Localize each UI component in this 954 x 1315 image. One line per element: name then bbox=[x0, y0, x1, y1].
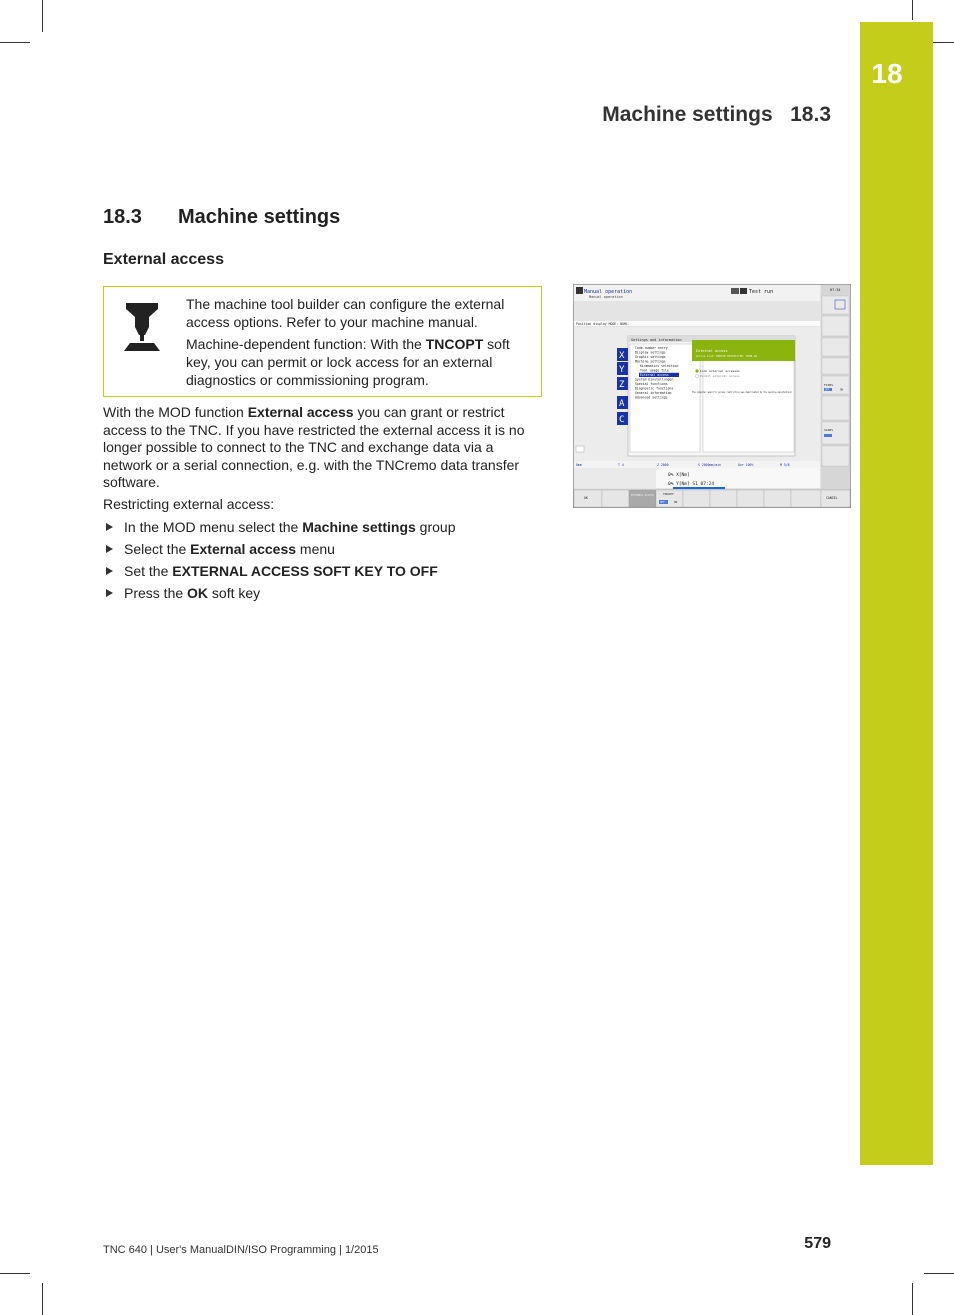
tree-item[interactable]: Graphic settings bbox=[635, 355, 666, 359]
side-softkey[interactable] bbox=[822, 358, 849, 374]
load-readout-x: 0% X[Nm] bbox=[668, 473, 690, 478]
page-number: 579 bbox=[804, 1235, 831, 1252]
section-number: 18.3 bbox=[103, 206, 142, 228]
side-softkey[interactable] bbox=[822, 446, 849, 466]
step-text: Select the bbox=[124, 541, 191, 557]
softkey[interactable] bbox=[602, 490, 629, 507]
tnc-screenshot bbox=[573, 284, 851, 508]
side-spindle-override: S100% bbox=[824, 428, 834, 432]
softkey-cancel-label: CANCEL bbox=[826, 496, 838, 500]
text-run: you can grant or restrict access to the TNC. If you have restricted the external access it is no longer possible to connect to the TNC and exchange data via a network or a serial connection, e.g. with the TNCremo data transfer software. bbox=[103, 404, 525, 490]
axis-a-label: A bbox=[619, 399, 625, 409]
body-text bbox=[103, 404, 533, 517]
tree-item-selected[interactable]: External access bbox=[640, 373, 669, 377]
side-softkey[interactable] bbox=[822, 396, 849, 420]
tree-item[interactable]: Kinematics selection bbox=[640, 364, 679, 368]
note-paragraph bbox=[186, 335, 531, 389]
section-heading bbox=[103, 206, 340, 229]
step-item bbox=[103, 584, 533, 606]
mode-title: Manual operation bbox=[584, 289, 633, 295]
status-value: 0mm bbox=[576, 463, 582, 467]
mode-icon bbox=[576, 287, 583, 294]
running-head: Machine settings 18.3 bbox=[602, 103, 831, 126]
panel-subtitle: Active kind: REMOTE RESTRICTED: KVMB-AB bbox=[696, 355, 757, 358]
softkey[interactable] bbox=[791, 490, 821, 507]
softkey-off-label: OFF bbox=[660, 501, 665, 505]
position-display-label: Position display MODE: NOML. bbox=[576, 322, 630, 326]
load-readout-y: 0% Y[Nm] S1 07:24 bbox=[668, 482, 715, 487]
step-list bbox=[103, 518, 533, 606]
chapter-number: 18 bbox=[871, 58, 903, 89]
option-permit[interactable]: Permit external access bbox=[700, 374, 740, 378]
note-text-run: Machine-dependent function: With the bbox=[186, 336, 426, 352]
step-text: Set the bbox=[124, 563, 173, 579]
status-value: Z 2000 bbox=[657, 463, 669, 467]
softkey-external-access-label: EXTERNAL ACCESS bbox=[631, 494, 655, 497]
tree-item[interactable]: Diagnostic functions bbox=[635, 386, 674, 391]
body-paragraph: Restricting external access: bbox=[103, 495, 275, 512]
step-text: Press the bbox=[124, 585, 188, 601]
panel-note: The computer-specific access restriction was deactivated by the machine manufacturer bbox=[692, 391, 824, 394]
chapter-tab bbox=[860, 22, 933, 1165]
tree-item[interactable]: Advanced settings bbox=[635, 395, 668, 400]
dialog-title: Settings and information bbox=[631, 338, 682, 342]
step-item bbox=[103, 540, 533, 562]
test-run-label: Test run bbox=[749, 289, 774, 295]
crop-mark bbox=[0, 42, 30, 43]
subsection-heading: External access bbox=[103, 251, 224, 268]
section-title: Machine settings bbox=[178, 206, 341, 228]
note-text bbox=[186, 295, 531, 393]
crop-mark bbox=[912, 0, 913, 20]
axis-x-label: X bbox=[619, 351, 625, 361]
step-item bbox=[103, 518, 533, 540]
softkey[interactable] bbox=[710, 490, 737, 507]
radio-lock[interactable] bbox=[695, 369, 698, 372]
note-paragraph: The machine tool builder can configure the external access options. Refer to your machine manual. bbox=[186, 296, 505, 330]
status-value: Ovr 100% bbox=[738, 463, 754, 467]
crop-mark bbox=[42, 0, 43, 32]
status-value: M 5/8 bbox=[780, 463, 790, 467]
softkey-ok[interactable] bbox=[574, 490, 602, 507]
function-name: External access bbox=[247, 404, 354, 420]
tree-item[interactable]: General information bbox=[635, 391, 672, 395]
crop-mark bbox=[924, 1273, 954, 1274]
step-text: menu bbox=[296, 541, 335, 557]
side-on-label: ON bbox=[840, 388, 843, 392]
arrow-icon bbox=[106, 545, 113, 553]
side-off-label: OFF bbox=[825, 388, 830, 392]
step-bold: External access bbox=[190, 541, 297, 557]
test-run-icon bbox=[731, 288, 739, 294]
step-item bbox=[103, 562, 533, 584]
step-text: In the MOD menu select the bbox=[124, 519, 303, 535]
step-text: soft key bbox=[208, 585, 261, 601]
status-icon bbox=[576, 446, 584, 452]
machine-tool-icon bbox=[122, 297, 162, 353]
arrow-icon bbox=[106, 567, 113, 575]
axis-c-label: C bbox=[619, 415, 625, 425]
side-softkey[interactable] bbox=[822, 422, 849, 444]
tree-item[interactable]: Machine settings bbox=[635, 359, 666, 364]
clock: 07:34 bbox=[830, 288, 841, 292]
tree-item[interactable]: Tool usage file bbox=[640, 368, 669, 373]
text-run: With the MOD function bbox=[103, 404, 248, 420]
step-bold: EXTERNAL ACCESS SOFT KEY TO OFF bbox=[172, 563, 438, 579]
note-text-run: soft key, you can permit or lock access for an external diagnostics or commissioning program. bbox=[186, 336, 510, 388]
status-value: T 4 bbox=[618, 463, 624, 467]
arrow-icon bbox=[106, 589, 113, 597]
mode-subtitle: Manual operation bbox=[589, 295, 623, 299]
softkey-name: TNCOPT bbox=[425, 336, 484, 352]
machine-note-box bbox=[103, 286, 542, 397]
crop-mark bbox=[912, 1283, 913, 1315]
step-text: group bbox=[415, 519, 456, 535]
softkey[interactable] bbox=[737, 490, 764, 507]
crop-mark bbox=[42, 1283, 43, 1315]
status-value: S 2000mm/min bbox=[698, 463, 722, 467]
panel-title: External access bbox=[696, 349, 728, 353]
axis-z-label: Z bbox=[619, 380, 625, 390]
softkey-external-access[interactable] bbox=[629, 490, 656, 507]
crop-mark bbox=[0, 1273, 30, 1274]
tree-item[interactable]: System Einstellungen bbox=[635, 377, 674, 382]
footer-text: TNC 640 | User's ManualDIN/ISO Programming | 1/2015 bbox=[103, 1244, 379, 1256]
tree-item[interactable]: Code-number entry bbox=[635, 346, 668, 350]
body-paragraph bbox=[103, 404, 533, 492]
softkey-ok-label: OK bbox=[584, 496, 588, 500]
side-feed-override: F100% bbox=[824, 383, 834, 387]
side-softkey[interactable] bbox=[822, 316, 849, 336]
axis-y-label: Y bbox=[619, 365, 625, 375]
tree-item[interactable]: Special functions bbox=[635, 382, 668, 386]
softkey[interactable] bbox=[683, 490, 710, 507]
softkey-on-label: ON bbox=[674, 501, 678, 505]
arrow-icon bbox=[106, 523, 113, 531]
softkey[interactable] bbox=[764, 490, 791, 507]
softkey-tncopt-label: TNCOPT bbox=[663, 492, 674, 496]
step-bold: OK bbox=[187, 585, 209, 601]
option-lock[interactable]: Lock external accesses bbox=[700, 369, 740, 373]
side-softkey[interactable] bbox=[822, 338, 849, 356]
step-bold: Machine settings bbox=[302, 519, 416, 535]
tree-item[interactable]: Display settings bbox=[635, 350, 666, 355]
